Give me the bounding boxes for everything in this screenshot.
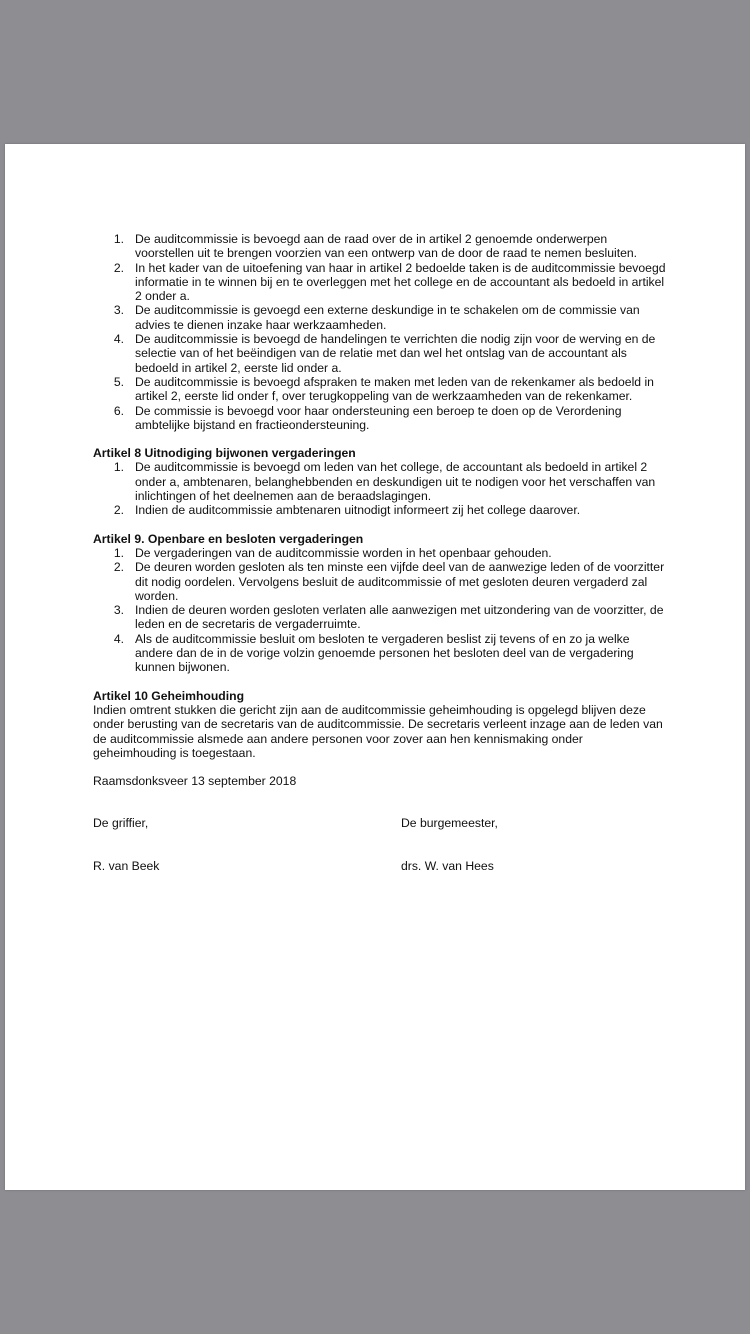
article-8-list <box>93 460 668 517</box>
list-item <box>93 404 668 433</box>
item-text: De deuren worden gesloten als ten minste een vijfde deel van de aanwezige leden of de voorzitter dit nodig oordelen. Vervolgens besluit de auditcommissie of met gesloten deuren vergaderd zal worden. <box>135 560 665 603</box>
griffier-title: De griffier, <box>93 816 149 831</box>
document-page <box>5 144 745 1190</box>
item-text: Als de auditcommissie besluit om besloten te vergaderen beslist zij tevens of en zo ja welke andere dan de in de vorige volzin genoemde personen het besloten deel van de vergadering kunnen bijwonen. <box>135 631 634 675</box>
item-text: De auditcommissie is bevoegd om leden van het college, de accountant als bedoeld in artikel 2 onder a, ambtenaren, belanghebbenden en deskundigen uit te nodigen voor het verschaffen van inlichtingen of het deelnemen aan de beraadslagingen. <box>135 460 656 504</box>
list-item <box>93 546 668 560</box>
article-9-heading: Artikel 9. Openbare en besloten vergaderingen <box>93 531 364 546</box>
griffier-name: R. van Beek <box>93 858 160 873</box>
burgemeester-name: drs. W. van Hees <box>401 858 494 873</box>
article-10-text: Indien omtrent stukken die gericht zijn aan de auditcommissie geheimhouding is opgelegd blijven deze onder berusting van de secretaris van de auditcommissie. De secretaris verleent inzage aan de leden van de auditcommissie alsmede aan andere personen voor zover aan hen kennismaking onder geheimhouding is toegestaan. <box>93 702 663 760</box>
burgemeester-title: De burgemeester, <box>401 816 498 831</box>
item-text: In het kader van de uitoefening van haar in artikel 2 bedoelde taken is de auditcommissie bevoegd informatie in te winnen bij en te overleggen met het college en de accountant als bedoeld in artikel 2 onder a. <box>135 260 666 304</box>
list-item <box>93 503 668 517</box>
item-number: 6. <box>113 403 124 418</box>
item-text: De auditcommissie is gevoegd een externe deskundige in te schakelen om de commissie van advies te dienen inzake haar werkzaamheden. <box>135 303 640 332</box>
item-number: 2. <box>113 260 124 275</box>
article-9-list <box>93 546 668 675</box>
item-text: De auditcommissie is bevoegd afspraken te maken met leden van de rekenkamer als bedoeld in artikel 2, eerste lid onder f, over terugkoppeling van de werkzaamheden van de rekenkamer. <box>135 374 654 404</box>
intro-list <box>93 232 668 432</box>
place-date: Raamsdonksveer 13 september 2018 <box>93 774 297 789</box>
item-text: Indien de deuren worden gesloten verlaten alle aanwezigen met uitzondering van de voorzitter, de leden en de secretaris de vergaderruimte. <box>135 603 664 632</box>
signature-titles <box>93 816 668 830</box>
list-item <box>93 375 668 404</box>
item-number: 5. <box>113 374 124 389</box>
document-body <box>93 232 668 873</box>
list-item <box>93 560 668 603</box>
list-item <box>93 632 668 675</box>
item-number: 1. <box>113 232 124 246</box>
list-item <box>93 261 668 304</box>
article-8-heading: Artikel 8 Uitnodiging bijwonen vergaderingen <box>93 446 356 461</box>
item-text: Indien de auditcommissie ambtenaren uitnodigt informeert zij het college daarover. <box>135 503 581 518</box>
item-number: 4. <box>113 332 124 347</box>
item-number: 4. <box>113 631 124 646</box>
list-item <box>93 232 668 261</box>
item-number: 2. <box>113 503 124 518</box>
item-number: 3. <box>113 303 124 318</box>
list-item <box>93 303 668 332</box>
list-item <box>93 332 668 375</box>
signature-names <box>93 859 668 873</box>
list-item <box>93 603 668 632</box>
item-text: De vergaderingen van de auditcommissie worden in het openbaar gehouden. <box>135 545 552 560</box>
item-number: 1. <box>113 460 124 475</box>
item-text: De commissie is bevoegd voor haar ondersteuning een beroep te doen op de Verordening ambtelijke bijstand en fractieondersteuning. <box>135 403 622 432</box>
item-number: 1. <box>113 545 124 560</box>
item-number: 2. <box>113 560 124 575</box>
item-number: 3. <box>113 603 124 618</box>
list-item <box>93 460 668 503</box>
article-10-heading: Artikel 10 Geheimhouding <box>93 688 245 703</box>
item-text: De auditcommissie is bevoegd aan de raad over de in artikel 2 genoemde onderwerpen voorstellen uit te brengen voorzien van een ontwerp van de door de raad te nemen besluiten. <box>135 232 638 261</box>
item-text: De auditcommissie is bevoegd de handelingen te verrichten die nodig zijn voor de werving en de selectie van of het beëindigen van de relatie met dan wel het ontslag van de accountant als bedoeld in artikel 2, eerste lid onder a. <box>135 332 656 375</box>
